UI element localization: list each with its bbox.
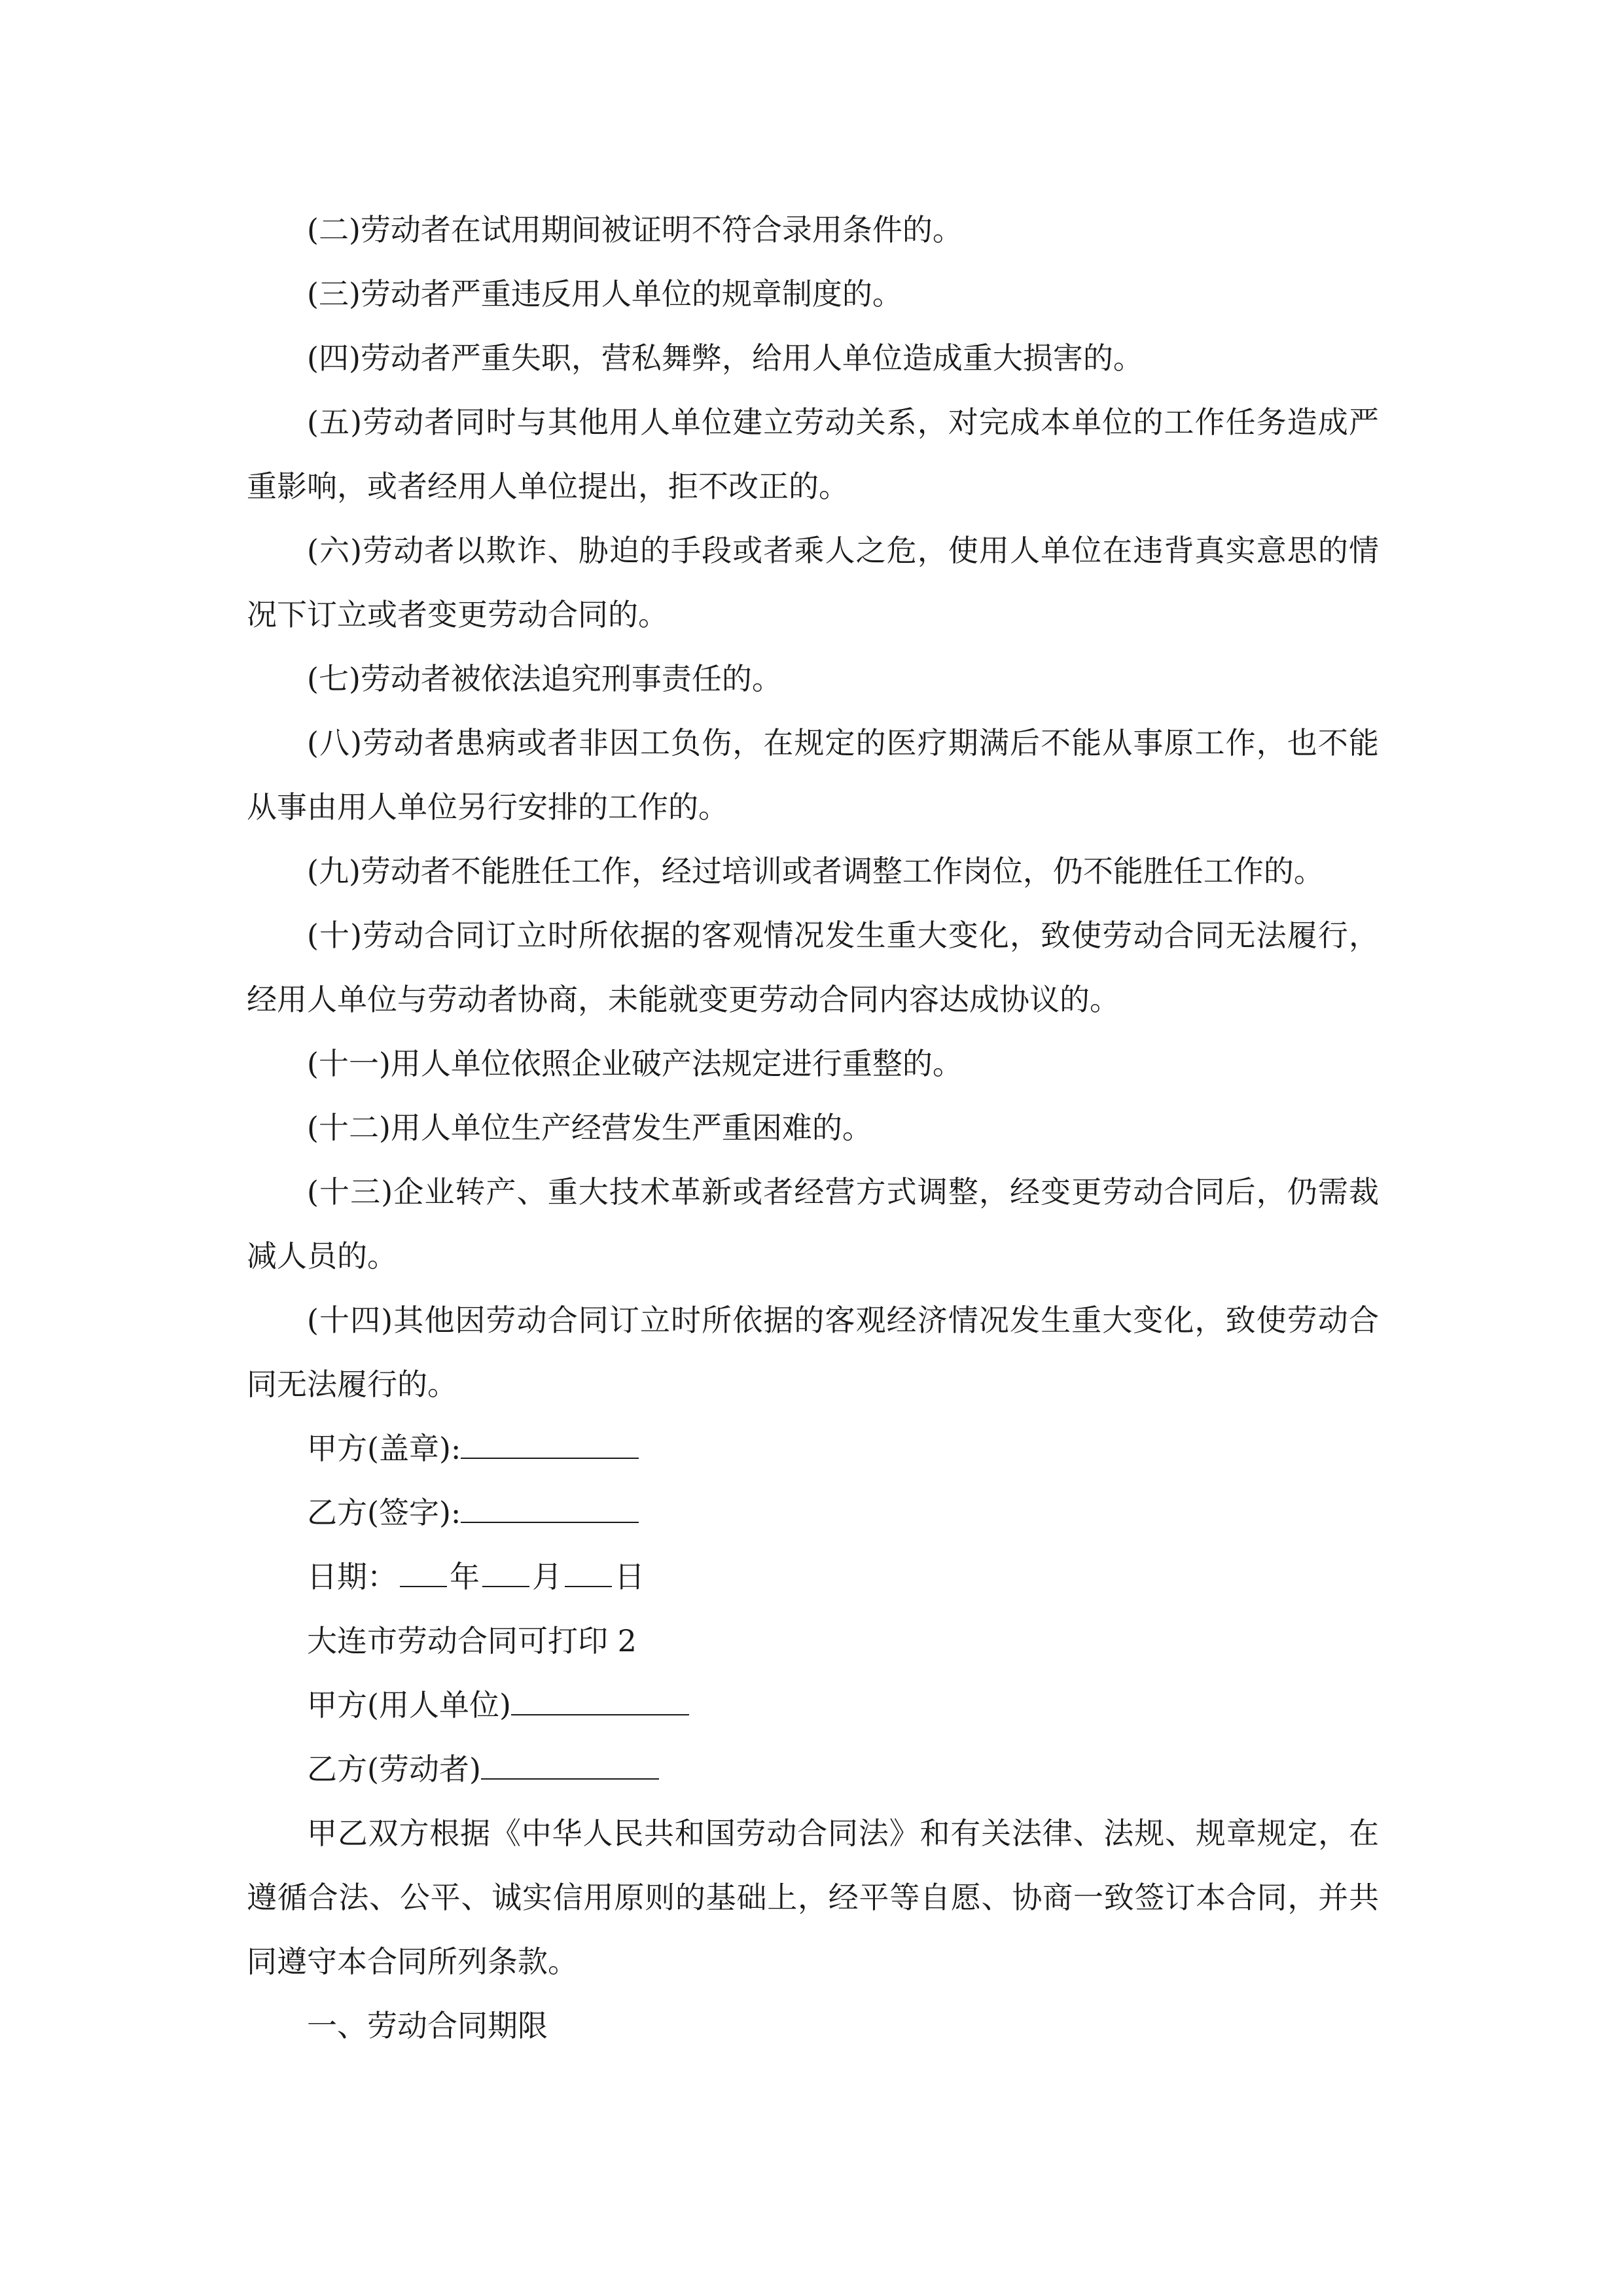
- clause-8: (八)劳动者患病或者非因工负伤，在规定的医疗期满后不能从事原工作，也不能从事由用人单位另行安排的工作的。: [247, 725, 1379, 825]
- employer-blank[interactable]: [511, 1688, 689, 1715]
- date-month-label: 月: [532, 1559, 562, 1594]
- clause-11: (十一)用人单位依照企业破产法规定进行重整的。: [307, 1046, 963, 1081]
- clause-12: (十二)用人单位生产经营发生严重困难的。: [307, 1110, 872, 1145]
- clause-5: (五)劳动者同时与其他用人单位建立劳动关系，对完成本单位的工作任务造成严重影响，或者经用人单位提出，拒不改正的。: [247, 404, 1379, 504]
- date-line: [247, 1545, 1379, 1609]
- clause-13: (十三)企业转产、重大技术革新或者经营方式调整，经变更劳动合同后，仍需裁减人员的。: [247, 1174, 1379, 1274]
- employer-label: 甲方(用人单位): [307, 1687, 511, 1723]
- party-a-seal-label: 甲方(盖章):: [307, 1431, 461, 1466]
- clause-3: (三)劳动者严重违反用人单位的规章制度的。: [307, 276, 902, 312]
- date-year-blank[interactable]: [400, 1560, 447, 1587]
- employee-label: 乙方(劳动者): [307, 1751, 481, 1787]
- clause-9: (九)劳动者不能胜任工作，经过培训或者调整工作岗位，仍不能胜任工作的。: [307, 853, 1324, 889]
- party-a-seal-line: [247, 1416, 1379, 1480]
- date-day-label: 日: [615, 1559, 645, 1594]
- clause-10: (十)劳动合同订立时所依据的客观情况发生重大变化，致使劳动合同无法履行，经用人单位与劳动者协商，未能就变更劳动合同内容达成协议的。: [247, 918, 1379, 1017]
- party-a-seal-blank[interactable]: [461, 1431, 639, 1459]
- clause-7: (七)劳动者被依法追究刑事责任的。: [307, 661, 782, 696]
- document-body: [247, 198, 1379, 2058]
- clause-2: (二)劳动者在试用期间被证明不符合录用条件的。: [307, 212, 963, 247]
- clause-14: (十四)其他因劳动合同订立时所依据的客观经济情况发生重大变化，致使劳动合同无法履行的。: [247, 1302, 1379, 1402]
- date-label: 日期：: [307, 1559, 397, 1594]
- party-b-sign-blank[interactable]: [461, 1496, 639, 1523]
- employee-blank[interactable]: [481, 1752, 659, 1780]
- party-b-sign-label: 乙方(签字):: [307, 1495, 461, 1530]
- date-day-blank[interactable]: [565, 1560, 612, 1587]
- date-year-label: 年: [450, 1559, 480, 1594]
- clause-4: (四)劳动者严重失职，营私舞弊，给用人单位造成重大损害的。: [307, 340, 1143, 376]
- clause-6: (六)劳动者以欺诈、胁迫的手段或者乘人之危，使用人单位在违背真实意思的情况下订立或者变更劳动合同的。: [247, 533, 1379, 632]
- second-contract-title: 大连市劳动合同可打印 2: [307, 1623, 637, 1659]
- contract-preamble: 甲乙双方根据《中华人民共和国劳动合同法》和有关法律、法规、规章规定，在遵循合法、公平、诚实信用原则的基础上，经平等自愿、协商一致签订本合同，并共同遵守本合同所列条款。: [247, 1816, 1379, 1979]
- date-month-blank[interactable]: [482, 1560, 529, 1587]
- section-contract-term: 一、劳动合同期限: [307, 2008, 548, 2043]
- party-b-sign-line: [247, 1480, 1379, 1545]
- employer-line: [247, 1673, 1379, 1737]
- employee-line: [247, 1737, 1379, 1801]
